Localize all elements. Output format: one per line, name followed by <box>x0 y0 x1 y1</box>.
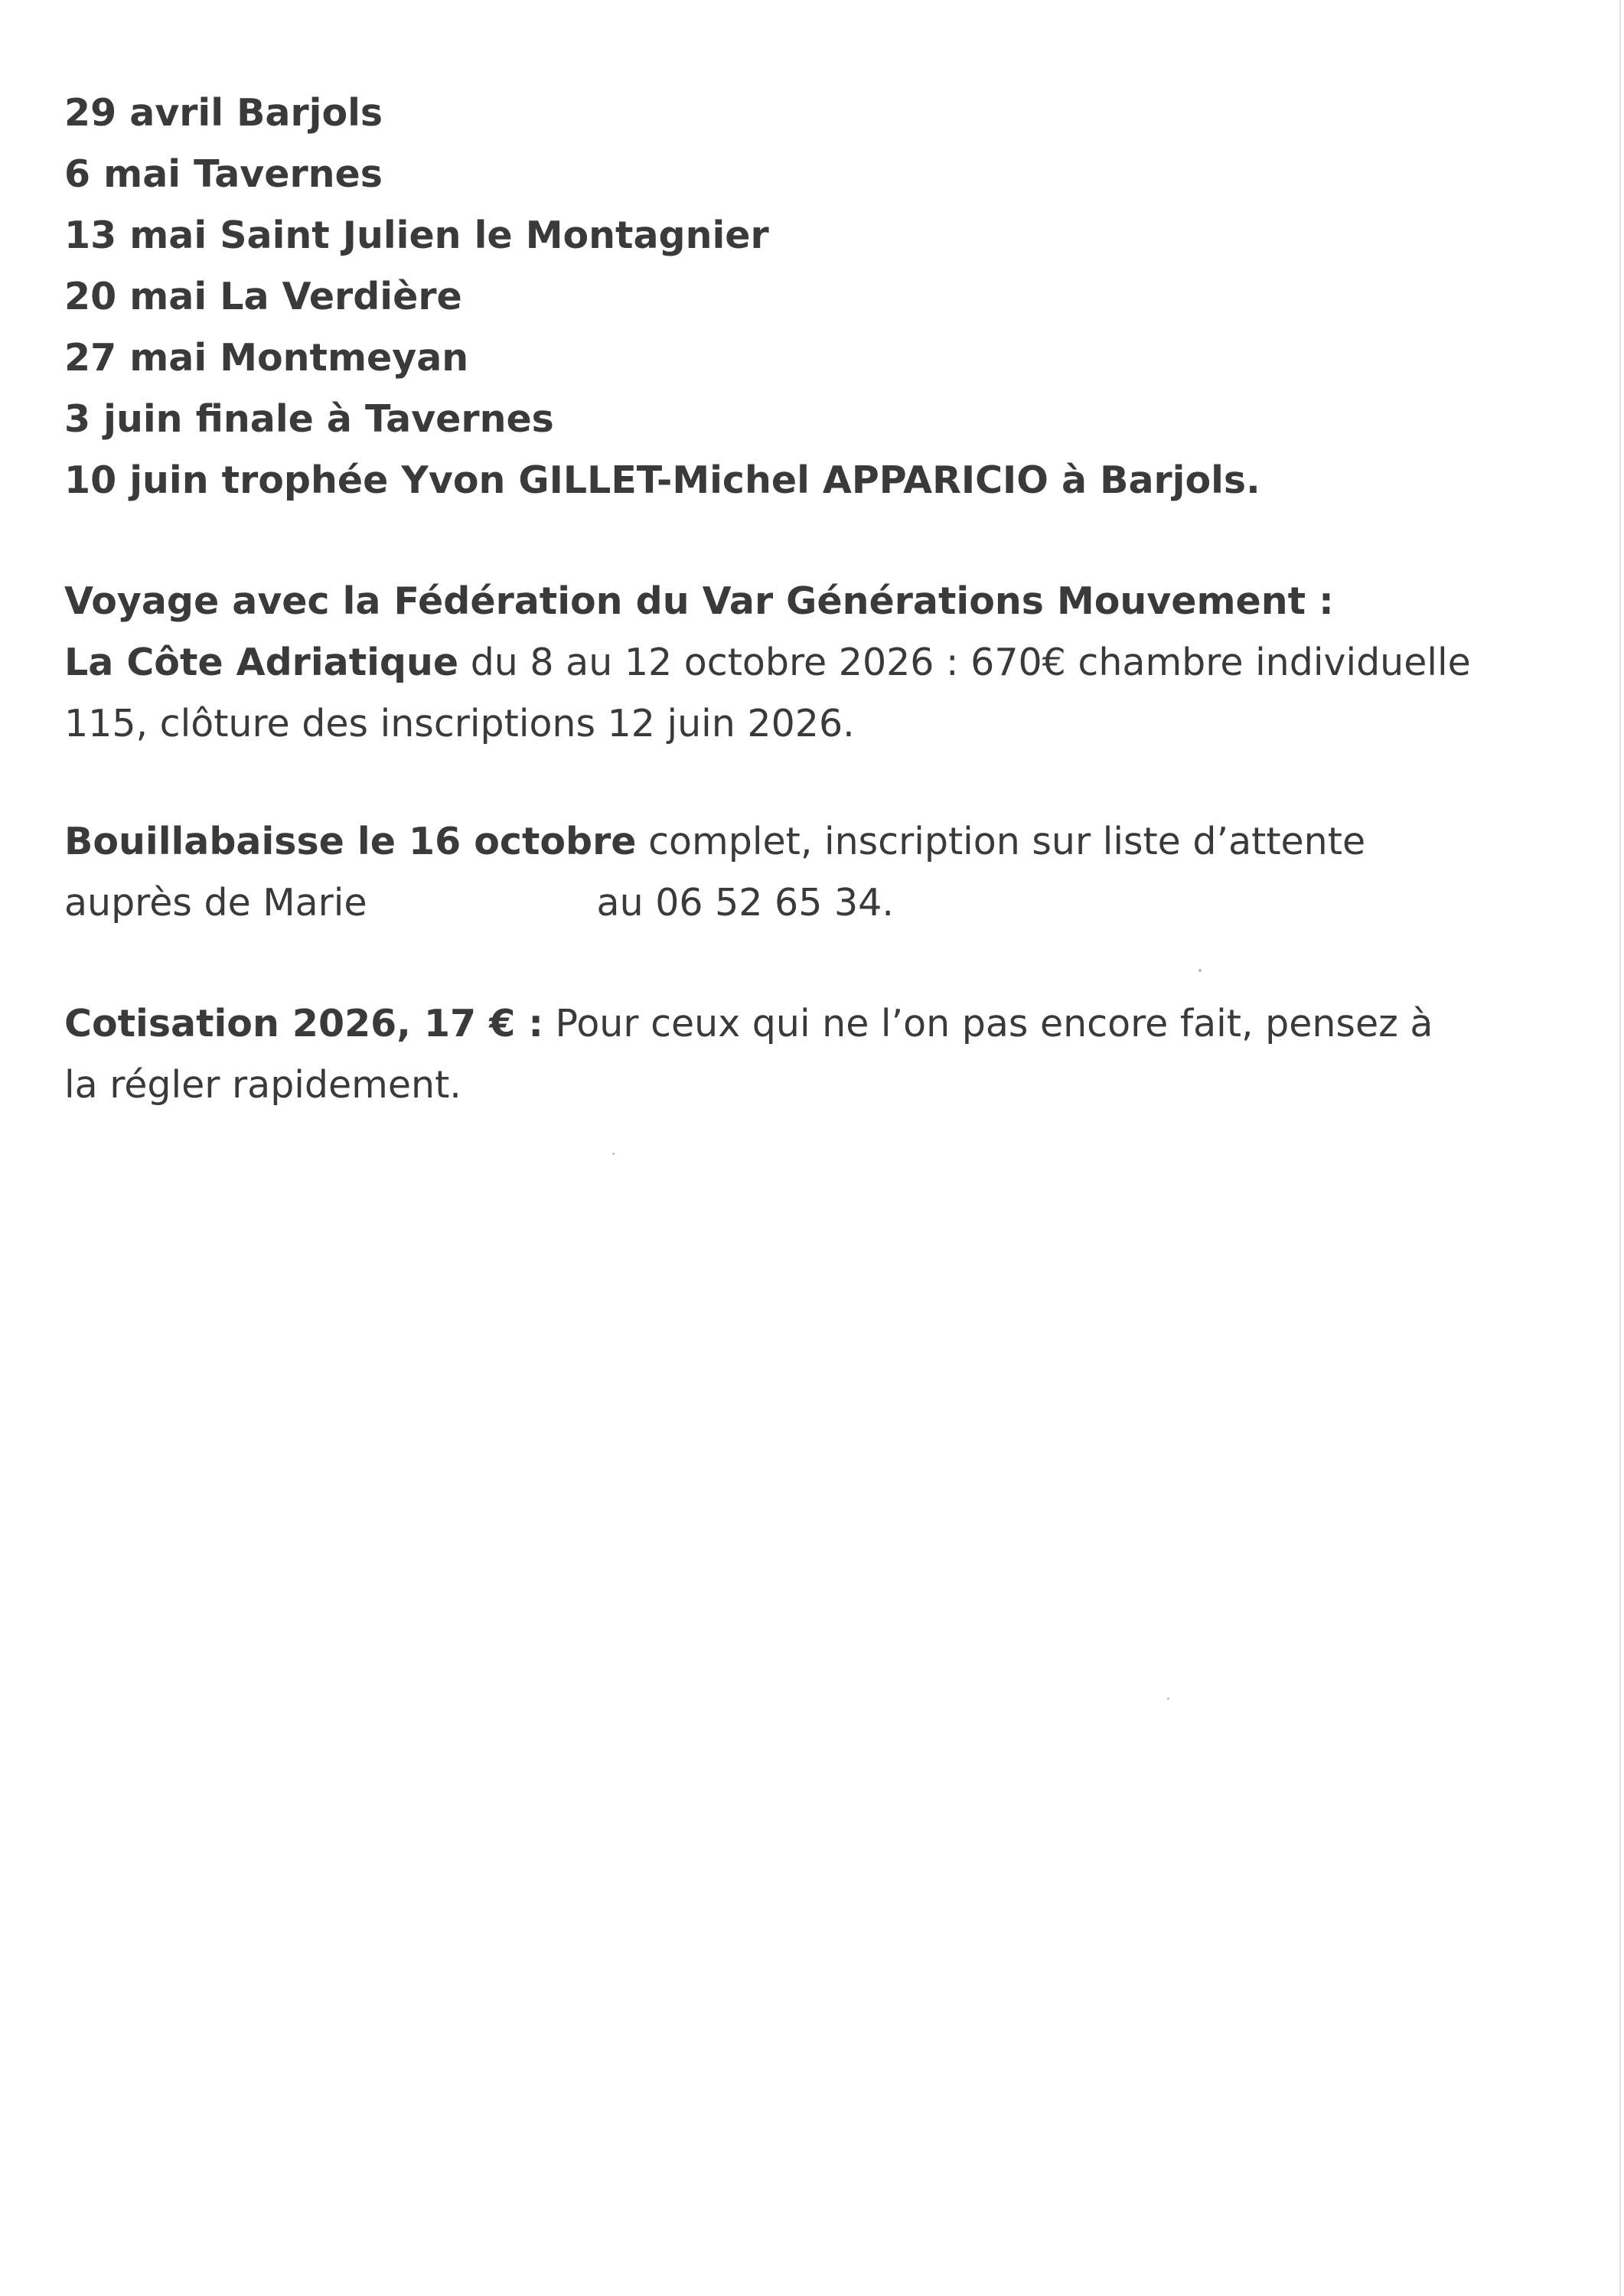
scan-edge <box>1619 0 1621 2296</box>
cotisation-line-1 <box>64 993 1564 1055</box>
trip-line-1 <box>64 632 1564 693</box>
scan-speck <box>1167 1698 1169 1700</box>
trip-details: du 8 au 12 octobre 2026 : 670€ chambre individuelle <box>458 641 1471 684</box>
schedule-item: 6 mai Tavernes <box>64 152 383 196</box>
schedule-item: 27 mai Montmeyan <box>64 336 469 380</box>
schedule-item: 29 avril Barjols <box>64 91 383 135</box>
trip-section <box>64 571 1564 755</box>
trip-details-2: 115, clôture des inscriptions 12 juin 2026. <box>64 702 855 745</box>
schedule-item: 3 juin finale à Tavernes <box>64 397 554 441</box>
schedule-item: 13 mai Saint Julien le Montagnier <box>64 214 769 257</box>
cotisation-text-2: la régler rapidement. <box>64 1063 461 1107</box>
trip-heading: Voyage avec la Fédération du Var Générations Mouvement : <box>64 579 1334 623</box>
bouillabaisse-title: Bouillabaisse le 16 octobre <box>64 820 637 863</box>
cotisation-text: Pour ceux qui ne l’on pas encore fait, pensez à <box>543 1002 1433 1045</box>
bouillabaisse-contact-prefix: auprès de Marie <box>64 881 367 925</box>
bouillabaisse-line-2 <box>64 872 1564 934</box>
bouillabaisse-contact-phone: au 06 52 65 34. <box>596 881 894 925</box>
scan-speck <box>612 1153 615 1155</box>
cotisation-title: Cotisation 2026, 17 € : <box>64 1002 543 1045</box>
schedule-item: 10 juin trophée Yvon GILLET-Michel APPARICIO à Barjols. <box>64 458 1260 502</box>
bouillabaisse-line-1 <box>64 811 1564 872</box>
scan-speck <box>1198 969 1202 972</box>
trip-destination: La Côte Adriatique <box>64 641 459 684</box>
schedule-list <box>64 83 1260 511</box>
schedule-item: 20 mai La Verdière <box>64 275 462 318</box>
bouillabaisse-text: complet, inscription sur liste d’attente <box>636 820 1366 863</box>
bouillabaisse-section <box>64 811 1564 934</box>
cotisation-section <box>64 993 1564 1116</box>
